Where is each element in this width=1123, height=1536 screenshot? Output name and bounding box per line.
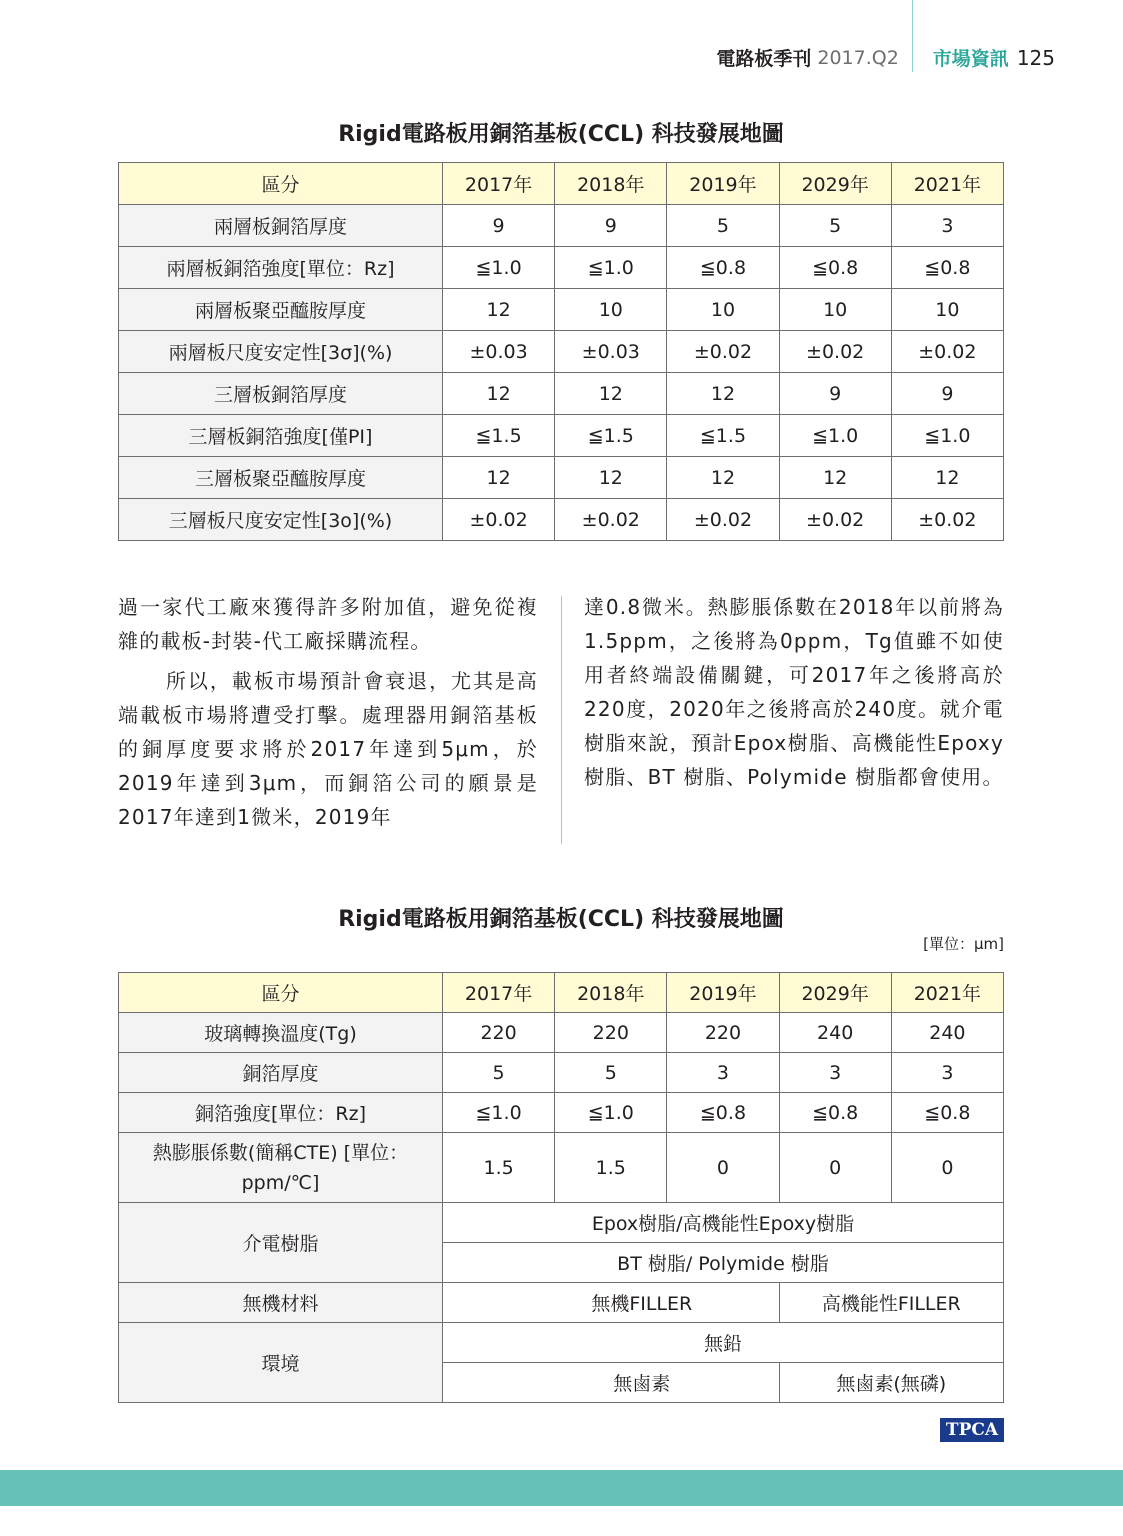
row-label: 無機材料 xyxy=(119,1283,443,1323)
table-cell: 3 xyxy=(667,1053,779,1093)
table-row xyxy=(119,289,1004,331)
table-row xyxy=(119,499,1004,541)
table-cell: ≦0.8 xyxy=(891,1093,1003,1133)
table-row xyxy=(119,373,1004,415)
section-name: 市場資訊 xyxy=(932,48,1009,70)
table-cell: 220 xyxy=(667,1013,779,1053)
table-row xyxy=(119,415,1004,457)
table-cell: ≦0.8 xyxy=(667,1093,779,1133)
table-cell: 0 xyxy=(667,1133,779,1203)
table-cell: ±0.02 xyxy=(667,499,779,541)
issue-label: 2017.Q2 xyxy=(817,46,899,69)
table-cell: ≦1.0 xyxy=(555,247,667,289)
table-cell: 12 xyxy=(779,457,891,499)
header-cell: 2019年 xyxy=(667,163,779,205)
row-label: 玻璃轉換溫度(Tg) xyxy=(119,1013,443,1053)
row-label: 三層板銅箔厚度 xyxy=(119,373,443,415)
table-cell: 5 xyxy=(443,1053,555,1093)
table-cell: ≦1.0 xyxy=(779,415,891,457)
row-label xyxy=(119,1133,443,1203)
table-cell: 無鹵素(無磷) xyxy=(779,1363,1003,1403)
table-cell: ±0.02 xyxy=(555,499,667,541)
table-row xyxy=(119,205,1004,247)
row-label: 兩層板銅箔強度[單位：Rz] xyxy=(119,247,443,289)
table-row xyxy=(119,331,1004,373)
right-column xyxy=(584,590,1004,794)
cte-label-line2: ppm/℃] xyxy=(241,1171,320,1194)
footer-bar xyxy=(0,1470,1123,1506)
page-header xyxy=(716,44,1055,71)
table-cell: 9 xyxy=(555,205,667,247)
table-cell: 3 xyxy=(779,1053,891,1093)
table-cell: 12 xyxy=(667,373,779,415)
header-cell: 2017年 xyxy=(443,163,555,205)
table-cell: ≦1.5 xyxy=(555,415,667,457)
table-cell: 高機能性FILLER xyxy=(779,1283,1003,1323)
table2-title: Rigid電路板用銅箔基板(CCL) 科技發展地圖 xyxy=(338,907,784,932)
table-cell: 12 xyxy=(667,457,779,499)
table-cell: ±0.02 xyxy=(779,499,891,541)
row-label: 三層板銅箔強度[僅PI] xyxy=(119,415,443,457)
table-cell: ≦1.0 xyxy=(891,415,1003,457)
paragraph: 達0.8微米。熱膨脹係數在2018年以前將為1.5ppm，之後將為0ppm，Tg值雖不如使用者終端設備關鍵，可2017年之後將高於220度，2020年之後將高於240度。就介電樹脂來說，預計Epox樹脂、高機能性Epoxy樹脂、BT 樹脂、Polymide 樹脂都會使用。 xyxy=(584,595,1004,789)
table-cell: 9 xyxy=(443,205,555,247)
header-cell: 2018年 xyxy=(555,973,667,1013)
table1-title: Rigid電路板用銅箔基板(CCL) 科技發展地圖 xyxy=(338,122,784,147)
header-cell: 2019年 xyxy=(667,973,779,1013)
table-cell: 10 xyxy=(667,289,779,331)
table-row xyxy=(119,1053,1004,1093)
table-cell: BT 樹脂/ Polymide 樹脂 xyxy=(443,1243,1004,1283)
table-cell: ≦1.5 xyxy=(443,415,555,457)
table-cell: ±0.02 xyxy=(667,331,779,373)
table-cell: 0 xyxy=(891,1133,1003,1203)
table-cell: ≦0.8 xyxy=(779,1093,891,1133)
paragraph: 過一家代工廠來獲得許多附加值，避免從複雜的載板-封裝-代工廠採購流程。 xyxy=(118,595,538,653)
table-row xyxy=(119,1323,1004,1363)
table-cell: 12 xyxy=(443,373,555,415)
row-label: 介電樹脂 xyxy=(119,1203,443,1283)
cte-label-line1: 熱膨脹係數(簡稱CTE) [單位： xyxy=(152,1141,409,1164)
row-label: 兩層板聚亞醯胺厚度 xyxy=(119,289,443,331)
table-cell: 10 xyxy=(779,289,891,331)
tpca-logo: TPCA xyxy=(940,1418,1004,1442)
table-cell: ≦1.0 xyxy=(555,1093,667,1133)
table-cell: ±0.02 xyxy=(779,331,891,373)
table-cell: 12 xyxy=(443,289,555,331)
table-cell: 5 xyxy=(779,205,891,247)
table-cell: 5 xyxy=(667,205,779,247)
row-label: 三層板尺度安定性[3o](%) xyxy=(119,499,443,541)
table-cell: ≦0.8 xyxy=(667,247,779,289)
table-cell: 9 xyxy=(891,373,1003,415)
page-number: 125 xyxy=(1016,45,1055,70)
table-cell: 3 xyxy=(891,205,1003,247)
header-cell: 區分 xyxy=(119,973,443,1013)
header-cell: 2021年 xyxy=(891,163,1003,205)
table-cell: 12 xyxy=(555,373,667,415)
table-row xyxy=(119,1133,1004,1203)
table1-header-row xyxy=(119,163,1004,205)
header-cell: 2029年 xyxy=(779,163,891,205)
table-row xyxy=(119,457,1004,499)
left-column xyxy=(118,590,538,834)
table-cell: 無鹵素 xyxy=(443,1363,780,1403)
row-label: 兩層板尺度安定性[3σ](%) xyxy=(119,331,443,373)
table-cell: 5 xyxy=(555,1053,667,1093)
table-row xyxy=(119,1203,1004,1243)
table-row xyxy=(119,247,1004,289)
table-cell: 10 xyxy=(891,289,1003,331)
table-cell: ≦1.0 xyxy=(443,247,555,289)
table-cell: ±0.02 xyxy=(891,331,1003,373)
table-cell: ≦1.5 xyxy=(667,415,779,457)
table-cell: 12 xyxy=(555,457,667,499)
row-label: 兩層板銅箔厚度 xyxy=(119,205,443,247)
unit-label: [單位：μm] xyxy=(923,935,1004,953)
table-cell: ±0.02 xyxy=(891,499,1003,541)
table-cell: 12 xyxy=(891,457,1003,499)
table-row xyxy=(119,1093,1004,1133)
table-cell: Epox樹脂/高機能性Epoxy樹脂 xyxy=(443,1203,1004,1243)
table-cell: 無鉛 xyxy=(443,1323,1004,1363)
table-cell: 220 xyxy=(443,1013,555,1053)
column-divider xyxy=(561,596,562,844)
table2 xyxy=(118,972,1004,1403)
table-cell: 1.5 xyxy=(443,1133,555,1203)
paragraph: 所以，載板市場預計會衰退，尤其是高端載板市場將遭受打擊。處理器用銅箔基板的銅厚度要求將於2017年達到5μm，於2019年達到3μm，而銅箔公司的願景是2017年達到1微米，2019年 xyxy=(118,669,538,829)
table-cell: ≦0.8 xyxy=(779,247,891,289)
table-cell: 220 xyxy=(555,1013,667,1053)
row-label: 三層板聚亞醯胺厚度 xyxy=(119,457,443,499)
magazine-name: 電路板季刊 xyxy=(716,48,812,70)
table-cell: ±0.03 xyxy=(443,331,555,373)
table2-header-row xyxy=(119,973,1004,1013)
header-cell: 2029年 xyxy=(779,973,891,1013)
row-label: 銅箔厚度 xyxy=(119,1053,443,1093)
table-cell: ≦0.8 xyxy=(891,247,1003,289)
table-cell: 10 xyxy=(555,289,667,331)
table-cell: ≦1.0 xyxy=(443,1093,555,1133)
table-cell: 9 xyxy=(779,373,891,415)
header-cell: 區分 xyxy=(119,163,443,205)
table-cell: ±0.02 xyxy=(443,499,555,541)
table-cell: 12 xyxy=(443,457,555,499)
table-cell: ±0.03 xyxy=(555,331,667,373)
table-cell: 1.5 xyxy=(555,1133,667,1203)
table-cell: 240 xyxy=(891,1013,1003,1053)
table-cell: 3 xyxy=(891,1053,1003,1093)
header-cell: 2017年 xyxy=(443,973,555,1013)
table-row xyxy=(119,1013,1004,1053)
table-row xyxy=(119,1283,1004,1323)
table-cell: 240 xyxy=(779,1013,891,1053)
header-cell: 2018年 xyxy=(555,163,667,205)
table1 xyxy=(118,162,1004,541)
row-label: 銅箔強度[單位：Rz] xyxy=(119,1093,443,1133)
row-label: 環境 xyxy=(119,1323,443,1403)
table-cell: 0 xyxy=(779,1133,891,1203)
table-cell: 無機FILLER xyxy=(443,1283,780,1323)
header-cell: 2021年 xyxy=(891,973,1003,1013)
